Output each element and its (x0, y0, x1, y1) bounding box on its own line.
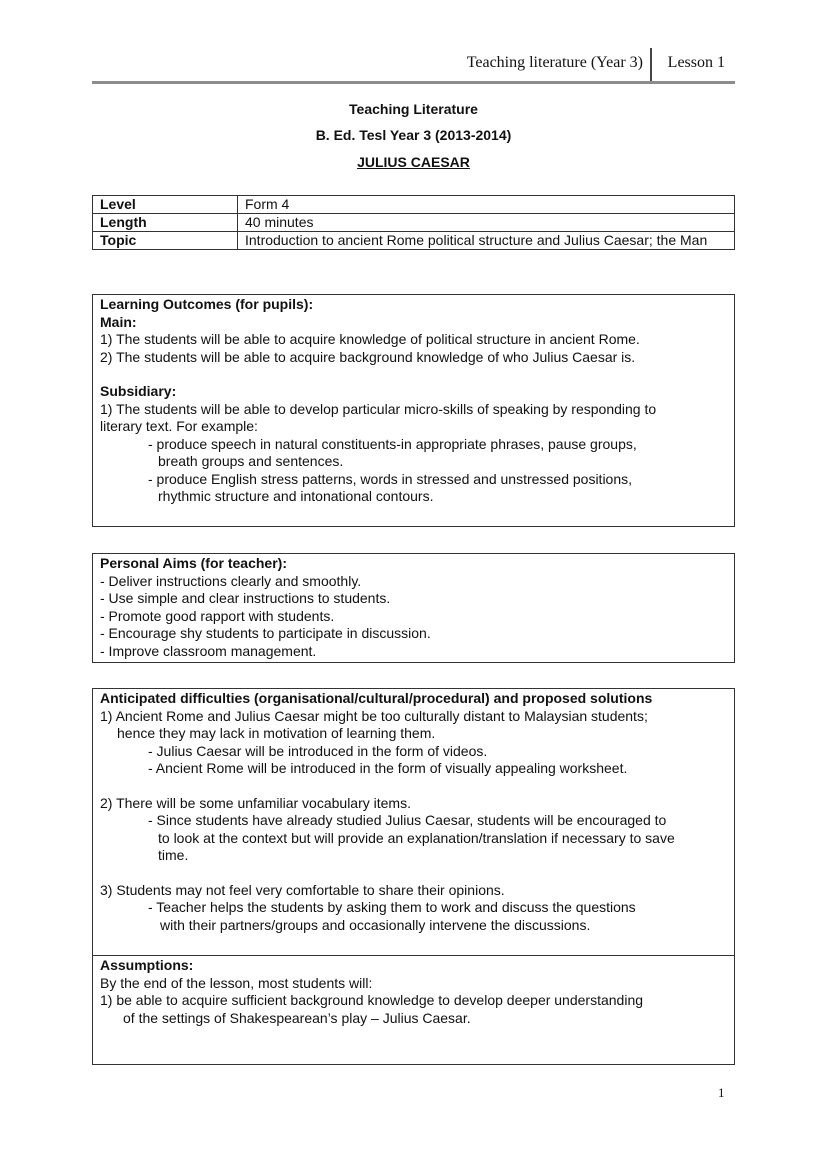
difficulty-1-cont: hence they may lack in motivation of learning them. (117, 725, 436, 741)
outcomes-title: Learning Outcomes (for pupils): (100, 296, 314, 312)
header-lesson: Lesson 1 (667, 54, 725, 71)
solution-2: - Since students have already studied Julius Caesar, students will be encouraged to (148, 812, 667, 828)
outcomes-main-label: Main: (100, 313, 137, 330)
aim-item: - Deliver instructions clearly and smoothly. (100, 572, 362, 589)
aim-item: - Improve classroom management. (100, 642, 317, 659)
doc-subject: JULIUS CAESAR (357, 154, 470, 170)
solution-1b: - Ancient Rome will be introduced in the form of visually appealing worksheet. (148, 760, 628, 776)
difficulties-box (92, 688, 735, 956)
difficulty-3: 3) Students may not feel very comfortable to share their opinions. (100, 881, 505, 898)
assumptions-intro: By the end of the lesson, most students will: (100, 974, 373, 991)
doc-title: Teaching Literature (349, 101, 478, 117)
aim-item: - Encourage shy students to participate in discussion. (100, 625, 431, 641)
assumption-1-cont: of the settings of Shakespearean’s play – Julius Caesar. (123, 1009, 471, 1026)
solution-2-cont: to look at the context but will provide an explanation/translation if necessary to save (158, 829, 675, 846)
info-label-length: Length (93, 214, 238, 232)
solution-2-cont2: time. (158, 847, 189, 863)
outcome-bullet-1: - produce speech in natural constituents-in appropriate phrases, pause groups, (148, 435, 637, 452)
outcome-sub-1: 1) The students will be able to develop particular micro-skills of speaking by responding to (100, 400, 657, 417)
outcome-bullet-2-cont: rhythmic structure and intonational contours. (158, 488, 434, 504)
solution-3: - Teacher helps the students by asking them to work and discuss the questions (148, 899, 636, 915)
outcome-sub-1-cont: literary text. For example: (100, 418, 258, 434)
personal-aims-box (92, 553, 735, 663)
table-row (93, 232, 735, 250)
aims-title: Personal Aims (for teacher): (100, 555, 287, 571)
aim-item: - Promote good rapport with students. (100, 607, 335, 624)
assumptions-box (92, 955, 735, 1065)
info-label-level: Level (93, 196, 238, 214)
page-number: 1 (718, 1085, 725, 1100)
learning-outcomes-box (92, 294, 735, 527)
assumptions-title: Assumptions: (100, 957, 194, 973)
solution-1a: - Julius Caesar will be introduced in the form of videos. (148, 742, 488, 759)
outcome-main-1: 1) The students will be able to acquire knowledge of political structure in ancient Rome. (100, 331, 640, 347)
outcome-bullet-1-cont: breath groups and sentences. (158, 453, 344, 469)
difficulty-1: 1) Ancient Rome and Julius Caesar might be too culturally distant to Malaysian students; (100, 707, 648, 724)
difficulty-2: 2) There will be some unfamiliar vocabulary items. (100, 794, 411, 811)
info-value-topic: Introduction to ancient Rome political structure and Julius Caesar; the Man (238, 232, 735, 250)
solution-3-cont: with their partners/groups and occasionally intervene the discussions. (160, 916, 591, 933)
header-divider (650, 48, 652, 81)
doc-course: B. Ed. Tesl Year 3 (2013-2014) (315, 127, 512, 143)
info-label-topic: Topic (93, 232, 238, 250)
header-title: Teaching literature (Year 3) (466, 54, 643, 71)
table-row (93, 196, 735, 214)
table-row (93, 214, 735, 232)
assumption-1: 1) be able to acquire sufficient background knowledge to develop deeper understanding (100, 992, 644, 1008)
outcomes-sub-label: Subsidiary: (100, 383, 177, 399)
page-header (92, 48, 735, 84)
difficulties-title: Anticipated difficulties (organisational/cultural/procedural) and proposed solutions (100, 690, 653, 706)
aim-item: - Use simple and clear instructions to students. (100, 590, 391, 606)
lesson-info-table (92, 195, 735, 250)
outcome-main-2: 2) The students will be able to acquire background knowledge of who Julius Caesar is. (100, 348, 636, 365)
info-value-length: 40 minutes (238, 214, 735, 232)
info-value-level: Form 4 (238, 196, 735, 214)
outcome-bullet-2: - produce English stress patterns, words in stressed and unstressed positions, (148, 470, 633, 487)
